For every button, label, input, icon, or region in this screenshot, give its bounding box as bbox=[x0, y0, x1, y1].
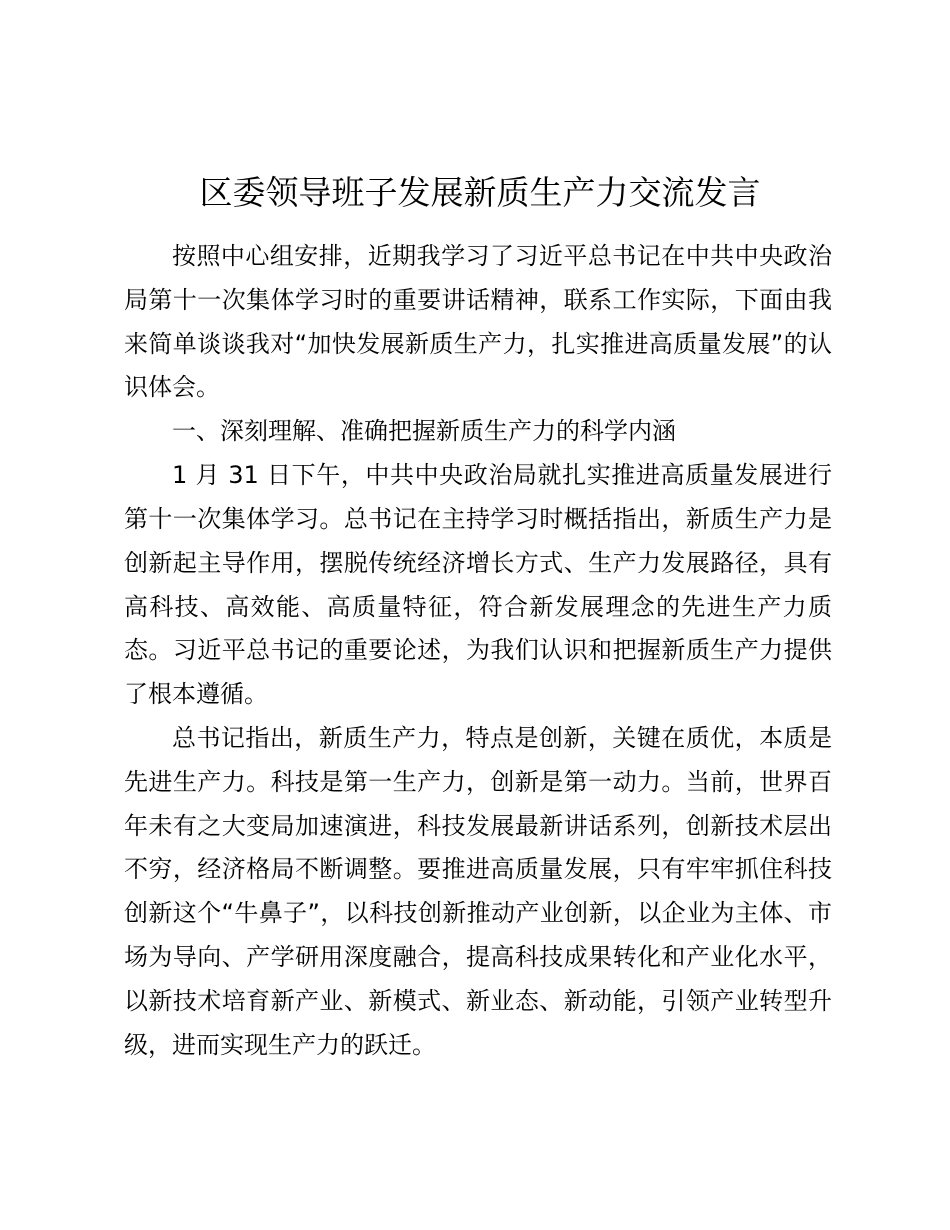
paragraph-definition: 1 月 31 日下午，中共中央政治局就扎实推进高质量发展进行第十一次集体学习。总书记在主持学习时概括指出，新质生产力是创新起主导作用，摆脱传统经济增长方式、生产力发展路径，具有高科技、高效能、高质量特征，符合新发展理念的先进生产力质态。习近平总书记的重要论述，为我们认识和把握新质生产力提供了根本遵循。 bbox=[124, 461, 832, 709]
section-heading-1: 一、深刻理解、准确把握新质生产力的科学内涵 bbox=[172, 417, 676, 446]
paragraph-intro: 按照中心组安排，近期我学习了习近平总书记在中共中央政治局第十一次集体学习时的重要讲话精神，联系工作实际，下面由我来简单谈谈我对“加快发展新质生产力，扎实推进高质量发展”的认识体会。 bbox=[124, 242, 832, 402]
document-body bbox=[124, 235, 832, 1067]
document-title: 区委领导班子发展新质生产力交流发言 bbox=[199, 173, 761, 212]
paragraph-innovation: 总书记指出，新质生产力，特点是创新，关键在质优，本质是先进生产力。科技是第一生产力，创新是第一动力。当前，世界百年未有之大变局加速演进，科技发展最新讲话系列，创新技术层出不穷，经济格局不断调整。要推进高质量发展，只有牢牢抓住科技创新这个“牛鼻子”，以科技创新推动产业创新，以企业为主体、市场为导向、产学研用深度融合，提高科技成果转化和产业化水平，以新技术培育新产业、新模式、新业态、新动能，引领产业转型升级，进而实现生产力的跃迁。 bbox=[124, 723, 832, 1059]
